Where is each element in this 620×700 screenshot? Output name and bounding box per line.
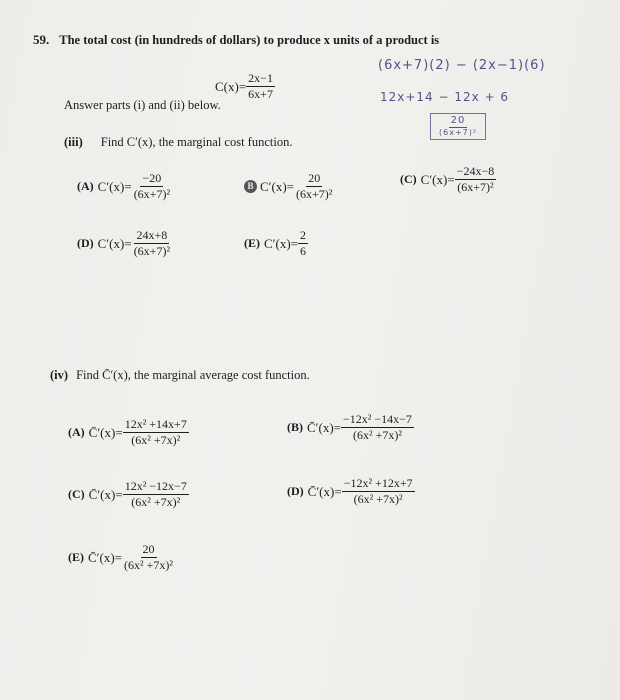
option-fraction [298,229,308,258]
option-denominator: (6x+7)² [296,187,333,202]
option-denominator: (6x² +7x)² [131,433,181,448]
iii-option-d[interactable] [77,229,172,258]
part-iii-prompt: Find C′(x), the marginal cost function. [100,135,293,149]
option-numerator: 12x² +14x+7 [123,418,189,433]
option-lhs: C̄′(x)= [307,419,342,435]
cost-function-lhs: C(x)= [215,78,247,94]
option-denominator: (6x² +7x)² [352,428,402,443]
option-label: (A) [77,179,94,194]
handwritten-line-2: 12x+14 − 12x + 6 [380,90,510,104]
option-fraction [341,413,414,442]
option-fraction [294,172,334,201]
option-numerator: −20 [140,172,163,187]
cost-function-fraction [246,72,275,101]
cost-function-denominator: 6x+7 [248,87,273,102]
handwritten-answer-box [430,113,486,140]
iii-option-c[interactable] [400,165,496,194]
option-lhs: C̄′(x)= [88,424,123,440]
handwritten-answer-numerator: 20 [450,115,466,126]
option-lhs: C̄′(x)= [88,486,123,502]
option-label: (E) [68,550,84,565]
option-fraction [342,477,415,506]
option-lhs: C′(x)= [260,178,295,194]
option-fraction [455,165,497,194]
option-fraction [132,172,172,201]
iv-option-e[interactable] [68,543,175,572]
part-iii-prompt-row [64,133,292,151]
option-fraction [132,229,172,258]
option-denominator: (6x+7)² [133,244,171,259]
option-label: (D) [77,236,94,251]
option-numerator: 24x+8 [134,229,169,244]
option-numerator: −24x−8 [455,165,497,180]
part-iii-label: (iii) [64,135,83,149]
iii-option-e[interactable] [244,229,308,258]
iv-option-d[interactable] [287,477,415,506]
option-label: (C) [400,172,417,187]
iv-option-a[interactable] [68,418,189,447]
problem-number: 59. [33,32,50,47]
option-label: (B) [287,420,303,435]
handwritten-answer-fraction [430,113,486,140]
iv-option-c[interactable] [68,480,189,509]
iii-option-a[interactable] [77,172,172,201]
option-denominator: (6x² +7x)² [124,558,173,573]
problem-header [33,31,439,49]
option-denominator: (6x² +7x)² [353,492,403,507]
option-lhs: C′(x)= [264,235,299,251]
handwritten-line-1: (6x+7)(2) − (2x−1)(6) [378,58,546,73]
option-label: (A) [68,425,85,440]
problem-statement: The total cost (in hundreds of dollars) to produce x units of a product is [59,33,440,47]
handwritten-answer-denominator: (6x+7)² [439,128,478,137]
option-numerator: 20 [306,172,322,187]
iv-option-b[interactable] [287,413,414,442]
cost-function-numerator: 2x−1 [246,72,275,87]
option-numerator: 2 [298,229,308,244]
part-iv-prompt-row [50,366,310,384]
option-lhs: C̄′(x)= [88,549,123,565]
instructions: Answer parts (i) and (ii) below. [64,98,221,112]
option-numerator: 20 [141,543,157,558]
option-fraction [123,480,189,509]
option-label: (D) [287,484,304,499]
part-iv-prompt: Find C̄′(x), the marginal average cost function. [76,368,310,382]
option-numerator: −12x² −14x−7 [341,413,414,428]
option-lhs: C′(x)= [420,171,455,187]
option-fraction [122,543,175,572]
option-lhs: C′(x)= [97,235,132,251]
option-denominator: (6x² +7x)² [131,495,181,510]
option-lhs: C̄′(x)= [307,483,342,499]
option-denominator: (6x+7)² [457,180,494,195]
option-fraction [123,418,189,447]
option-lhs: C′(x)= [97,178,132,194]
iii-option-b[interactable] [244,172,334,201]
option-numerator: −12x² +12x+7 [342,477,415,492]
cost-function [215,72,275,101]
part-iv-label: (iv) [50,368,69,382]
option-label: (C) [68,487,85,502]
option-denominator: (6x+7)² [133,187,171,202]
option-denominator: 6 [300,244,307,259]
option-label: (E) [244,236,260,251]
selected-answer-marker-icon: B [244,180,257,193]
option-numerator: 12x² −12x−7 [123,480,189,495]
